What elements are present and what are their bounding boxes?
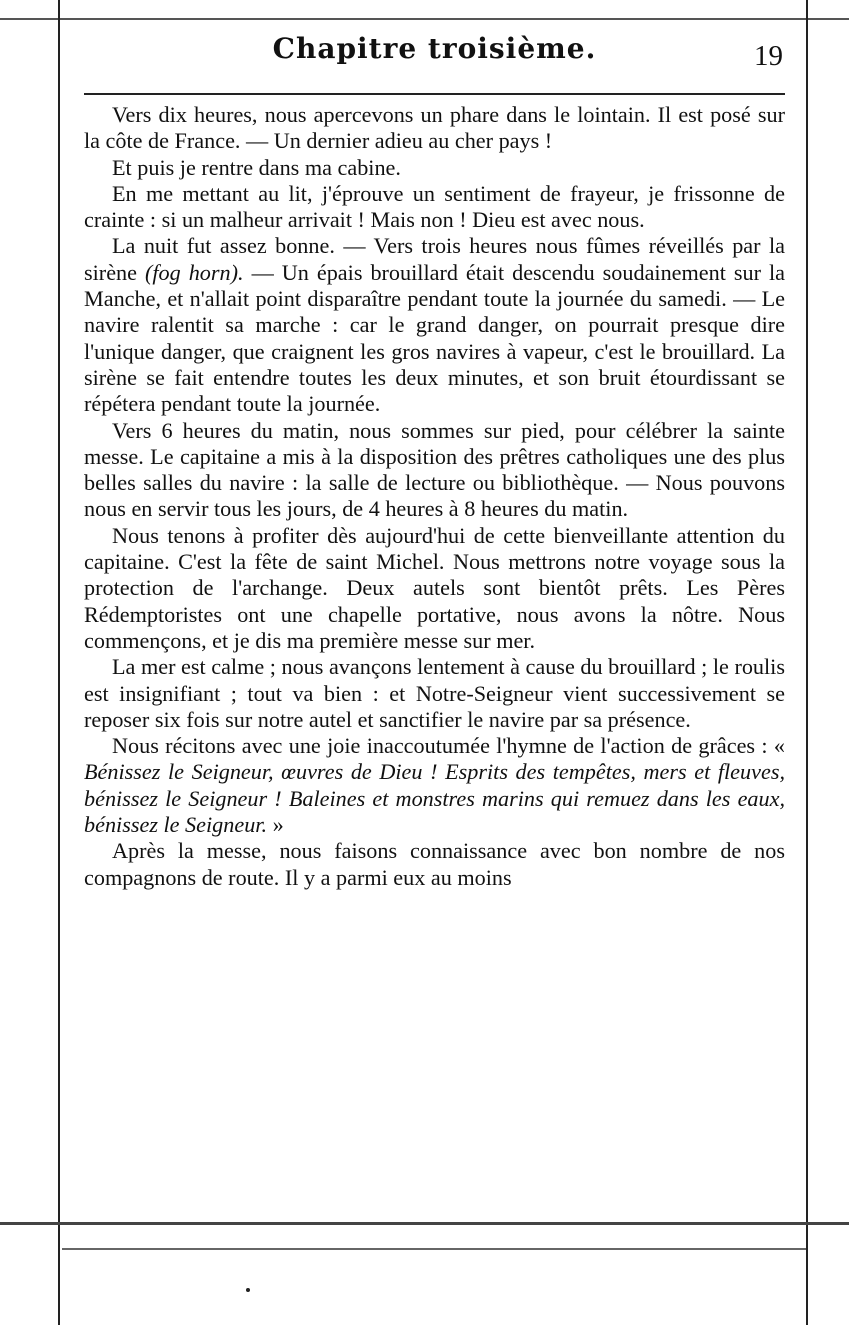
page-number: 19 (754, 40, 783, 72)
italic-text: (fog horn). (144, 259, 244, 285)
paragraph-text: Nous tenons à profiter dès aujourd'hui de cette bienveillante attention du capitaine. C'est la fête de saint Michel. Nous mettrons notre voyage sous la protection de l'archange. Deux autels sont bientôt prêts. Les Pères Rédemptoristes ont une chapelle portative, nous avons la nôtre. Nous commençons, et je dis ma première messe sur mer. (84, 522, 785, 653)
italic-text: Bénissez le Seigneur, œuvres de Dieu ! Esprits des tempêtes, mers et fleuves, bénissez le Seigneur ! Baleines et monstres marins qui remuez dans les eaux, bénissez le Seigneur. (84, 759, 785, 838)
paragraph-text: Nous récitons avec une joie inaccoutumée l'hymne de l'action de grâces : « (112, 733, 785, 759)
paragraph-text: Vers dix heures, nous apercevons un phare dans le lointain. Il est posé sur la côte de France. — Un dernier adieu au cher pays ! (84, 102, 785, 154)
paragraph-text: Vers 6 heures du matin, nous sommes sur pied, pour célébrer la sainte messe. Le capitaine a mis à la disposition des prêtres catholiques une des plus belles salles du navire : la salle de lecture ou bibliothèque. — Nous pouvons nous en servir tous les jours, de 4 heures à 8 heures du matin. (84, 417, 785, 522)
paragraph-text: Et puis je rentre dans ma cabine. (112, 154, 401, 180)
paragraph (84, 181, 785, 234)
top-frame-rule (0, 18, 849, 20)
paragraph (84, 102, 785, 155)
header-rule (84, 93, 785, 95)
paragraph (84, 523, 785, 654)
paragraph-text: En me mettant au lit, j'éprouve un sentiment de frayeur, je frissonne de crainte : si un malheur arrivait ! Mais non ! Dieu est avec nous. (84, 180, 785, 233)
left-frame-rule (58, 0, 60, 1325)
paragraph-text: La mer est calme ; nous avançons lentement à cause du brouillard ; le roulis est insignifiant ; tout va bien : et Notre-Seigneur vient successivement se reposer six fois sur notre autel et sanctifier le navire par sa présence. (84, 654, 785, 732)
paragraph-text: — Un épais brouillard était descendu soudainement sur la Manche, et n'allait point disparaître pendant toute la journée du samedi. — Le navire ralentit sa marche : car le grand danger, on pourrait presque dire l'unique danger, que craignent les gros navires à vapeur, c'est le brouillard. La sirène se fait entendre toutes les deux minutes, et son bruit étourdissant se répétera pendant toute la journée. (84, 259, 786, 417)
paragraph (84, 838, 785, 891)
bottom-frame-rule-inner (62, 1248, 806, 1250)
ink-dot (246, 1288, 250, 1292)
right-frame-rule (806, 0, 808, 1325)
paragraph (84, 233, 785, 417)
body-text (84, 102, 785, 891)
page-header (84, 30, 785, 86)
paragraph-text: » (267, 812, 284, 838)
chapter-title: Chapitre troisième. (272, 32, 597, 65)
paragraph (84, 155, 785, 181)
paragraph-text: La nuit fut assez bonne. — Vers trois heures nous fûmes réveillés par la sirène (84, 233, 785, 285)
paragraph (84, 733, 785, 838)
bottom-frame-rule (0, 1222, 849, 1225)
paragraph (84, 654, 785, 733)
paragraph-text: Après la messe, nous faisons connaissance avec bon nombre de nos compagnons de route. Il y a parmi eux au moins (84, 838, 785, 890)
paragraph (84, 418, 785, 523)
